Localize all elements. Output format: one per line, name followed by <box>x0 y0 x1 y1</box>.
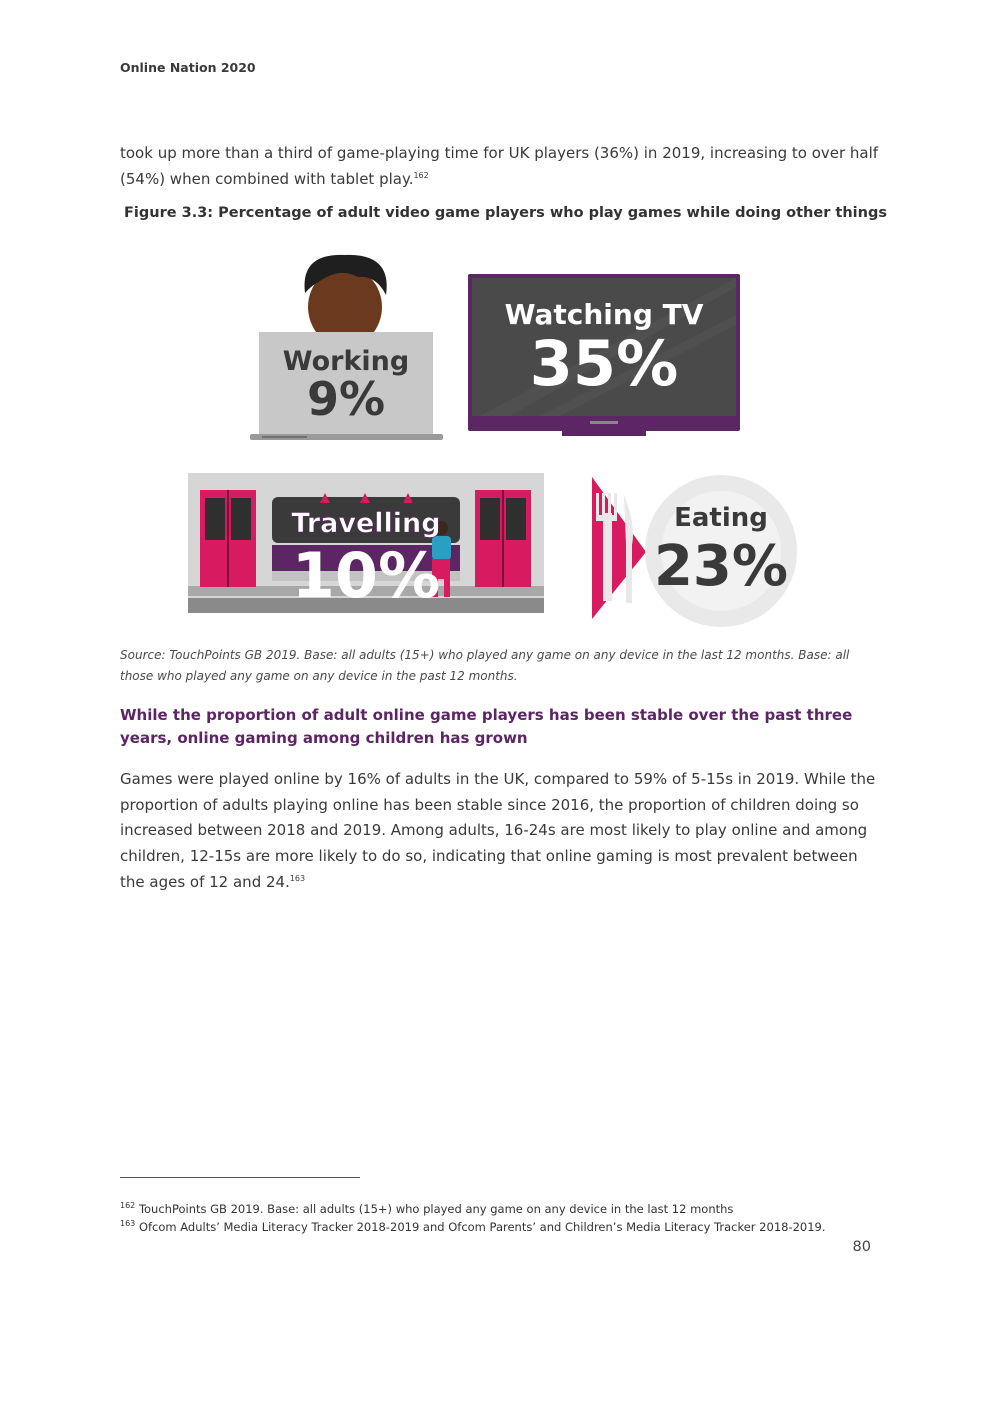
figure-infographic <box>180 245 810 630</box>
working-panel <box>250 255 443 440</box>
intro-line-2 <box>120 167 880 193</box>
travelling-label: Travelling <box>291 508 441 539</box>
intro-paragraph <box>120 141 880 192</box>
cutlery-icon <box>592 477 646 619</box>
tv-label: Watching TV <box>504 298 704 331</box>
figure-title: Figure 3.3: Percentage of adult video game players who play games while doing other things <box>124 205 887 221</box>
intro-line-2-text: (54%) when combined with tablet play. <box>120 169 414 188</box>
footnotes <box>120 1200 826 1236</box>
footnote-162 <box>120 1200 826 1218</box>
footnote-163-text: Ofcom Adults’ Media Literacy Tracker 2018-2019 and Ofcom Parents’ and Children’s Media Literacy Tracker 2018-2019. <box>138 1220 826 1234</box>
footnote-162-text: TouchPoints GB 2019. Base: all adults (15+) who played any game on any device in the last 12 months <box>138 1202 734 1216</box>
footnote-162-number: 162 <box>120 1201 136 1211</box>
section-paragraph-text: Games were played online by 16% of adults in the UK, compared to 59% of 5-15s in 2019. While the proportion of adults playing online has been stable since 2016, the proportion of children doing so increased between 2018 and 2019. Among adults, 16-24s are most likely to play online and among children, 12-15s are more likely to do so, indicating that online gaming is most prevalent between the ages of 12 and 24. <box>120 770 876 891</box>
eating-label: Eating <box>674 503 768 533</box>
figure-source: Source: TouchPoints GB 2019. Base: all adults (15+) who played any game on any device in the last 12 months. Base: all those who played any game on any device in the past 12 months. <box>120 648 850 683</box>
tv-panel <box>468 274 740 436</box>
tv-value: 35% <box>529 327 679 400</box>
section-paragraph <box>120 767 880 896</box>
eating-value: 23% <box>653 534 789 599</box>
section-heading: While the proportion of adult online game players has been stable over the past three years, online gaming among children has grown <box>120 706 853 747</box>
footnote-ref-163[interactable]: 163 <box>289 873 306 883</box>
page-number: 80 <box>852 1239 871 1255</box>
working-label: Working <box>282 346 410 377</box>
travelling-panel <box>188 473 544 613</box>
footnote-163-number: 163 <box>120 1219 136 1229</box>
eating-panel <box>592 475 797 627</box>
footnote-ref-162[interactable]: 162 <box>413 170 429 180</box>
footnote-divider <box>120 1177 360 1178</box>
working-value: 9% <box>306 372 386 426</box>
intro-line-1: took up more than a third of game-playing time for UK players (36%) in 2019, increasing to over half <box>120 144 879 162</box>
running-head: Online Nation 2020 <box>120 60 256 75</box>
footnote-163 <box>120 1218 826 1236</box>
travelling-value: 10% <box>291 539 441 612</box>
